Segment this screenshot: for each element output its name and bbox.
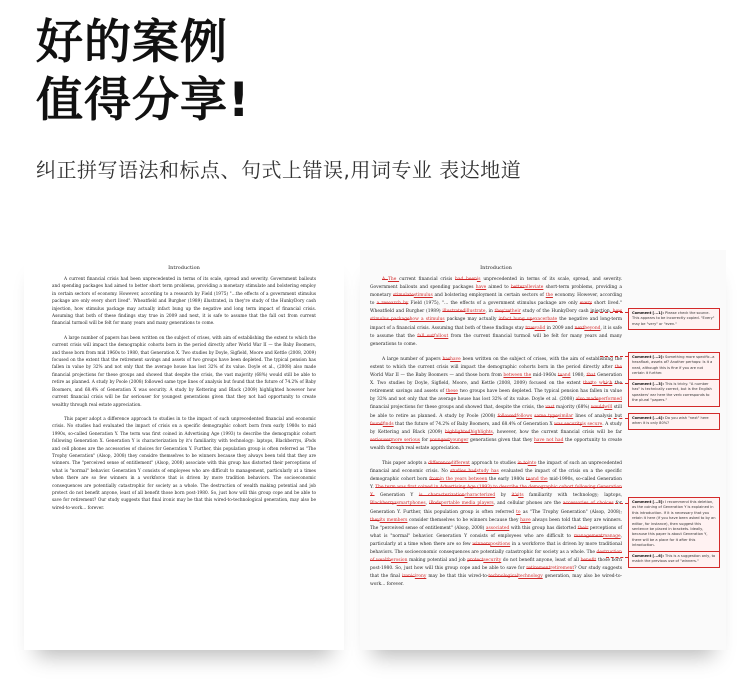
- deleted-text: that: [583, 381, 593, 387]
- comment-6[interactable]: [628, 551, 720, 568]
- inserted-text: is secure: [582, 421, 603, 427]
- text-run: by: [495, 493, 512, 499]
- comment-5-label: Comment [...5]:: [632, 500, 664, 504]
- original-paragraph-2: A large number of papers has been written on the subject of crises, with aim of establishing the extent to which the current crisis will impact the demographic cohorts born in the period directly after World War II — the Baby Boomers, and those born from mid 1960s to 1980, that Generation X. Two studies by Doyle, Sigfield, Moore and Kettle (2008, 2009) focused on the extent that the retirement savings and assets of two groups have been depleted. The typical pension has fallen in value by 32% and not only that the average house has lost 32% of its value. Doyle et al., (2008) also made financial projections for these groups and showed that despite the crisis, the vast majority (68%) would still be able to retire as planned. A study by Poole (2008) followed same type lines of analysis but found that the future of 74.2% of Baby Boomers, and 68.4% of Generation X was security. A study by Kettering and Black (2009) highlighted however how current financial crisis will be far seriouser for youngest generations given that they not had opportunity to create wealthy through real estate appreciation.: [52, 335, 316, 408]
- comment-leader-2: [600, 356, 628, 357]
- inserted-text: exacerbate: [532, 317, 558, 323]
- inserted-text: retirement: [550, 566, 575, 572]
- text-run: Generation X. Two studies by Doyle, Sigfield, Moore, and Kettle (2008, 2009) focused on the extent: [370, 373, 622, 387]
- comment-leader-1: [590, 312, 628, 313]
- text-run: ,: [425, 501, 430, 507]
- comment-2-label: Comment [...2]:: [632, 355, 664, 359]
- inserted-text: how a stimulus: [409, 317, 445, 323]
- text-run: approach to studies: [469, 460, 518, 466]
- deleted-text: A: [382, 277, 388, 282]
- inserted-text: manage: [602, 533, 621, 539]
- text-run: generation, may also be wired-to-work... forever.: [370, 574, 622, 588]
- text-run: short-term problems, providing a monetary: [370, 285, 622, 299]
- inserted-text: younger: [450, 437, 469, 443]
- comment-4-text: Do you wish "next" here when it is only 80%?: [632, 416, 709, 426]
- inserted-text: characterized: [464, 493, 496, 499]
- comment-3-label: Comment [...3]:: [632, 382, 664, 386]
- text-run: mid-1990s, so-called Generation Y.: [370, 477, 623, 491]
- text-run: the retirement savings and assets of: [370, 381, 622, 395]
- inserted-text: illustrate: [465, 309, 486, 315]
- text-run: package may actually: [444, 317, 499, 323]
- text-run: with this group has distorted: [509, 525, 578, 531]
- text-run: study of the HunkyDory cash injection,: [520, 309, 613, 315]
- inserted-text: similar: [557, 413, 574, 419]
- inserted-text: alleviate: [524, 285, 544, 291]
- deleted-text: their: [577, 525, 589, 531]
- deleted-text: ironic: [402, 574, 415, 580]
- inserted-text: technology: [518, 574, 543, 580]
- comment-leader-5: [610, 503, 628, 504]
- inserted-text: associated: [485, 525, 510, 531]
- deleted-text: highlighted: [444, 429, 471, 435]
- text-run: financial projections for these groups and showed that, despite the crisis, the: [370, 405, 546, 411]
- comment-leader-3: [604, 383, 628, 384]
- deleted-text: had been: [455, 277, 477, 282]
- text-run: perceptions of what is "normal" behavior. Generation Y consists of employees who are difficult to: [370, 525, 622, 539]
- text-run: the negative and long-term impact of a financial crisis. Assuming that both of these findings stay: [370, 317, 622, 331]
- deleted-text: protect: [467, 558, 484, 564]
- inserted-text: have not had: [534, 437, 564, 443]
- text-run: the opportunity to create wealth through real estate appreciation.: [370, 437, 622, 451]
- deleted-text: The term was first coined in Advertising Age (1993) to describe the demographic cohort following Generation X.: [370, 485, 622, 499]
- text-run: current financial crisis: [399, 277, 456, 282]
- deleted-text: also made: [575, 397, 599, 403]
- inserted-text: between the: [503, 373, 532, 379]
- text-run: economy. However, according to: [370, 293, 622, 307]
- deleted-text: management: [573, 533, 603, 539]
- text-run: World War II — the Baby Boomers — and those born from: [370, 373, 504, 379]
- text-run: that the future of 74.2% of Baby Boomers, and 68.4% of Generation X: [393, 421, 555, 427]
- text-run: those born post-1980. So, just how will this group cope and be able to save for: [370, 558, 622, 572]
- text-run: from the current financial turmoil will be felt for many years and many generations to come.: [370, 333, 623, 347]
- text-run: still be able to retire as planned. A study by Poole (2008): [370, 405, 622, 419]
- deleted-text: illustrated: [442, 309, 466, 315]
- text-run: evaluated the impact of the crisis on a the specific demographic cohort born: [370, 469, 622, 483]
- inserted-text: study has: [476, 469, 499, 475]
- deleted-text: that: [586, 373, 596, 379]
- inserted-text: to: [516, 509, 521, 515]
- inserted-text: to which: [592, 381, 613, 387]
- inserted-text: beyond: [584, 325, 601, 331]
- inserted-text: and the: [530, 477, 548, 483]
- inserted-text: in the years between: [439, 477, 488, 483]
- text-run: do not benefit anyone, least of all: [501, 558, 581, 564]
- comment-leader-6: [606, 557, 628, 558]
- text-run: aimed to: [486, 285, 511, 291]
- inserted-text: have: [520, 517, 531, 523]
- text-run: , however, how the current financial crisis will be far: [492, 429, 622, 435]
- deleted-text: in to: [517, 460, 528, 466]
- deleted-text: every: [579, 301, 592, 307]
- text-run: unprecedented in terms of its scale, spread, and severity. Government bailouts and spending packages: [370, 277, 622, 291]
- inserted-text: is: [476, 277, 481, 282]
- deleted-text: retirement: [526, 566, 551, 572]
- deleted-text: stimulate: [393, 293, 414, 299]
- text-run: always been told that they are winners. The "perceived sense of entitlement" (Alsop, 2008): [370, 517, 622, 531]
- text-run: for Generation Y. Further, this population group is often referred: [370, 501, 623, 515]
- comment-5-text: I recommend this deletion, as the coining of Generation Y is explained in this introduction. If it is necessary that you retain it here (if you have been asked to by an editor, for instance), then suggest this sentence be placed in brackets. Ideally, because this paper is about Generation Y, there will be a place for it after this introduction.: [632, 500, 716, 548]
- text-run: mid-1960s: [531, 373, 558, 379]
- headline-line-1: 好的案例: [36, 15, 228, 70]
- subtitle: 纠正拼写语法和标点、句式上错误,用词专业 表达地道: [36, 158, 522, 182]
- deleted-text: next: [574, 325, 585, 331]
- deleted-text: youngest: [429, 437, 451, 443]
- inserted-text: valid: [534, 325, 546, 331]
- inserted-text: stimulus: [413, 293, 433, 299]
- comment-5[interactable]: [628, 497, 720, 552]
- text-run: , and cellular phones are the: [493, 501, 563, 507]
- deleted-text: they: [370, 517, 380, 523]
- text-run: the impact of such an unprecedented financial and economic crisis. No: [370, 460, 622, 475]
- text-run: majority (68%): [554, 405, 591, 411]
- original-document-page: [24, 250, 344, 650]
- text-run: , particularly at a time when there are so few: [370, 533, 622, 547]
- text-run: This paper adopts a: [382, 460, 429, 466]
- deleted-text: better: [510, 285, 525, 291]
- deleted-text: iPods: [429, 501, 441, 507]
- inserted-text: security: [483, 558, 502, 564]
- deleted-text: they're: [494, 309, 511, 315]
- deleted-text: from: [429, 477, 440, 483]
- inserted-text: these: [445, 389, 458, 395]
- deleted-text: to: [557, 373, 563, 379]
- comment-4[interactable]: [628, 413, 720, 430]
- deleted-text: it's: [511, 493, 519, 499]
- edited-document-page: [360, 250, 726, 650]
- text-run: may be that this wired-to-: [426, 574, 489, 580]
- inserted-text: highlights: [470, 429, 493, 435]
- original-paragraph-3: This paper adopt a difference approach to studies in to the impact of such unprecedented financial and economic crisis. No studies had evaluated the impact of crisis on a specific demographic cohort born from early 1980s to mid 1990s, so-called Generation Y. The term was first coined in Advertising Age (1993) to describe the demographic cohort following Generation X. Generation Y is characterization by it's familiarity with technology: laptops, Blackberrys, iPods and cell phones are the accessories of choices for Generation Y. Further, this population group is often referred as "The Trophy Generation" (Alsop, 2008) they considre themselves to be winners because they always been told that they are winners. The "perceived sense of entitlement" (Alsop, 2008) associate with this group has distorted their perceptions of what is "normal" behavior. Generation Y consists of employees who are difficult to management, particularly at a times when there are so few winners in a workforce that is driven by more tradition behaviors. The socioeconomic consequences are potentially catastrophic for society as a whole. The destruction of wealth making potential and job protect do not benefit anyone, least of all benefit those born post-1980. So, just how will this group cope and be able to save for retirement? Our study suggests that final ironic may be that this wired-to-technological generation, may also be wired-to-work... forever.: [52, 416, 316, 511]
- inserted-text: and: [562, 373, 571, 379]
- comment-leader-4: [608, 418, 628, 419]
- text-run: short lived." Wheatfield and Burgher (1989): [370, 301, 622, 315]
- headline-line-2: 值得分享!: [36, 73, 251, 128]
- deleted-text: seriouser: [370, 437, 391, 443]
- text-run: familiarity with technology; laptops,: [523, 493, 622, 499]
- text-run: , it is safe to assume that the: [370, 325, 622, 339]
- edited-doc-title: Introduction: [480, 265, 512, 271]
- deleted-text: followed: [497, 413, 517, 419]
- inserted-text: smartphones: [396, 501, 426, 507]
- text-run: Field (1975), "... the effects of a government stimulus package are only: [408, 301, 580, 307]
- deleted-text: the: [614, 364, 622, 370]
- deleted-text: difference: [428, 460, 451, 466]
- text-run: in 2009 and: [545, 325, 575, 331]
- text-run: generations given that they: [468, 437, 534, 443]
- deleted-text: infact bung up: [498, 317, 533, 323]
- text-run: . A study by Kettering and Black (2009): [370, 421, 622, 435]
- deleted-text: same type: [534, 413, 558, 419]
- deleted-text: technological: [488, 574, 519, 580]
- deleted-text: found: [370, 421, 383, 427]
- text-run: lines of analysis but: [573, 413, 622, 419]
- text-run: consider themselves to be winners because they: [407, 517, 521, 523]
- inserted-text: into: [527, 460, 537, 466]
- inserted-text: finds: [382, 421, 394, 427]
- text-run: ? Our study suggests that the final: [370, 566, 622, 580]
- inserted-text: different: [450, 460, 470, 466]
- original-doc-title: Introduction: [168, 265, 200, 271]
- inserted-text: its: [518, 493, 524, 499]
- comment-1[interactable]: [628, 308, 720, 330]
- inserted-text: follows: [516, 413, 533, 419]
- deleted-text: studies had: [450, 469, 477, 475]
- inserted-text: the: [545, 293, 553, 299]
- comment-2[interactable]: [628, 352, 720, 380]
- inserted-text: positions: [490, 541, 511, 547]
- deleted-text: has: [442, 356, 451, 362]
- comment-6-text: This is a suggestion only, to match the previous use of "winners.": [632, 554, 716, 564]
- comment-1-label: Comment [...1]:: [632, 311, 664, 315]
- comment-1-text: Please check the source. This appears to be incorrectly copied. "Every" may be "very" or "even.": [632, 311, 715, 326]
- text-run: and bolstering employment in certain sectors of: [432, 293, 546, 299]
- edited-paragraph-2: [370, 356, 622, 453]
- deleted-text: how stimulus package: [370, 309, 623, 323]
- deleted-text: benefit: [580, 558, 597, 564]
- edited-doc-body: [370, 250, 622, 596]
- text-run: been written on the subject of crises, with the aim of establishing the extent to which the current crisis will impact the demographic cohorts born in the period directly after: [370, 356, 623, 370]
- original-doc-body: [24, 276, 344, 512]
- text-run: the early 1980s: [487, 477, 527, 483]
- inserted-text: fallout: [434, 333, 449, 339]
- text-run: Generation Y: [374, 493, 419, 499]
- original-paragraph-1: A current financial crisis had been unprecedented in terms of its scale, spread and severity. Government bailouts and spending packages had aimed to better short term problems, providing a monetary stimulate and bolstering employ in certain sectors of economy. However, according to a research by Field (1975) "...the effects of a government stimulus package are only every short lived". Wheatfield and Burgher (1989) illustrated, in they're study of the HunkyDory cash injection, how stimulus package may actually infact bung up the negative and long term impact of financial crisis. Assuming that both of these findings stay true in 2009 and next, it is safe to assume that the fall out from current financial turmoil will be felt for many years and many generations to come.: [52, 277, 316, 327]
- deleted-text: fall out: [417, 333, 435, 339]
- text-run: 1980,: [570, 373, 587, 379]
- comment-3-text: This is tricky. "A number has" is technically correct, but is the English speakers' ear here the verb corresponds to the plural "papers.": [632, 382, 712, 403]
- deleted-text: Blackberrys: [370, 501, 397, 507]
- inserted-text: performed: [598, 397, 622, 403]
- inserted-text: have: [475, 285, 487, 291]
- deleted-text: winners: [472, 541, 491, 547]
- inserted-text: portable media players: [440, 501, 494, 507]
- deleted-text: vast: [545, 405, 555, 411]
- deleted-text: a research by: [376, 301, 409, 307]
- text-run: in a workforce that is driven by more traditional behaviors. The socioeconomic consequences are potentially catastrophic for society as a whole. The: [370, 541, 622, 555]
- deleted-text: is characterization: [418, 493, 465, 499]
- comment-3[interactable]: [628, 379, 720, 407]
- inserted-text: more serious: [390, 437, 421, 443]
- comment-4-label: Comment [...4]:: [632, 416, 664, 420]
- deleted-text: to: [526, 477, 531, 483]
- deleted-text: would: [590, 405, 605, 411]
- inserted-text: erosion: [390, 558, 408, 564]
- text-run: , in: [485, 309, 495, 315]
- text-run: A large number of papers: [382, 356, 443, 362]
- inserted-text: their: [510, 309, 521, 315]
- deleted-text: was security: [554, 421, 583, 427]
- deleted-text: accessories of choices: [562, 501, 614, 507]
- deleted-text: true: [525, 325, 535, 331]
- text-run: two groups have been depleted. The typical pension has fallen in value by 32% and not only that the average house has lost 32% of its value. Doyle et al. (2008): [370, 389, 622, 403]
- inserted-text: have: [450, 356, 461, 362]
- inserted-text: its members: [379, 517, 408, 523]
- text-run: as "The Trophy Generation" (Alsop, 2008);: [520, 509, 622, 515]
- inserted-text: The: [387, 277, 400, 282]
- inserted-text: will: [604, 405, 613, 411]
- text-run: making potential and job: [407, 558, 468, 564]
- edited-paragraph-3: [370, 460, 622, 590]
- comment-6-label: Comment [...6]:: [632, 554, 664, 558]
- deleted-text: destruction of wealth: [370, 550, 622, 564]
- edited-paragraph-1: [370, 276, 622, 349]
- inserted-text: irony: [414, 574, 427, 580]
- headline: [36, 14, 250, 130]
- comment-column: [628, 250, 722, 650]
- text-run: for: [420, 437, 430, 443]
- comment-2-text: Something more specific--a hexafloat, assets of? Another perhaps: Is it a neat, although this is fine if you are not certain it further.: [632, 355, 715, 376]
